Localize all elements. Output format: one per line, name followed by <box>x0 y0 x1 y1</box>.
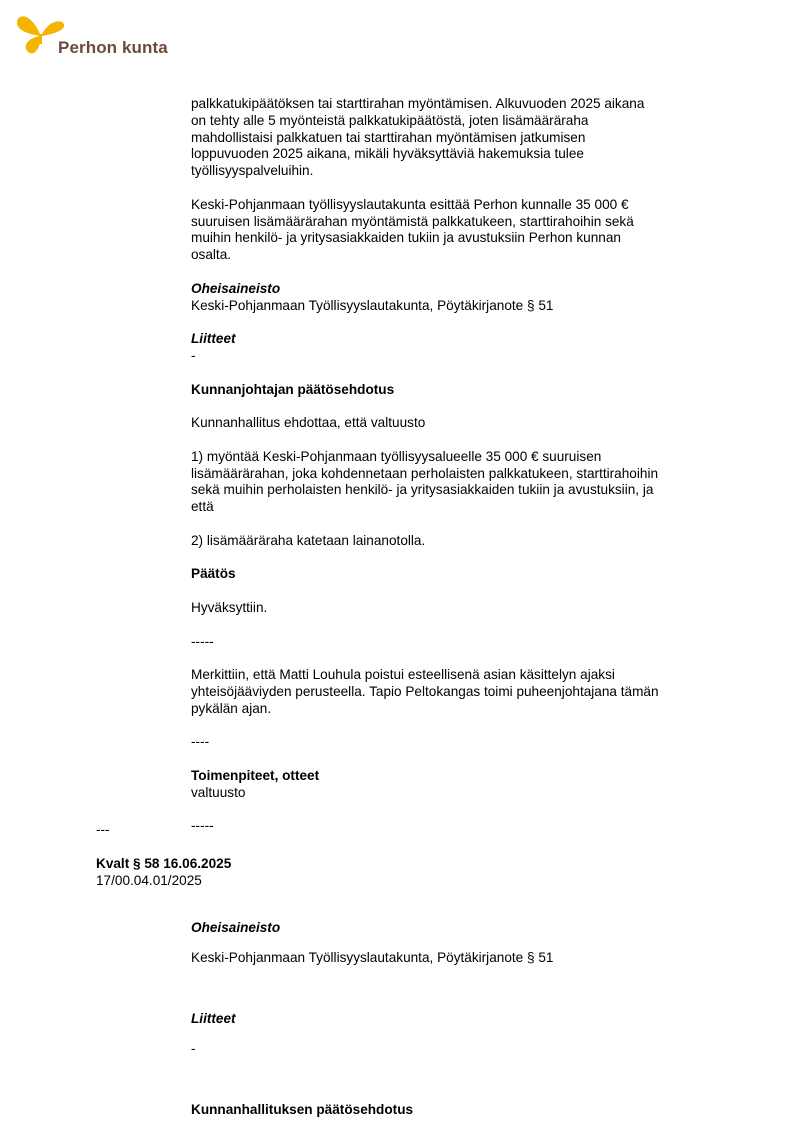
liitteet-text: - <box>191 1041 196 1057</box>
separator: ----- <box>191 818 214 834</box>
document-body <box>191 96 703 835</box>
logo <box>16 10 196 60</box>
section-heading-oheisaineisto: Oheisaineisto <box>191 280 281 296</box>
paragraph-line: osalta. <box>191 247 232 263</box>
kvalt-reference: 17/00.04.01/2025 <box>96 873 202 888</box>
separator: ----- <box>191 633 214 649</box>
paragraph-line: suuruisen lisämäärärahan myöntämistä palkkatukeen, starttirahoihin sekä <box>191 213 634 229</box>
ehdotus-intro: Kunnanhallitus ehdottaa, että valtuusto <box>191 415 426 431</box>
list-item-line: lisämäärärahan, joka kohdennetaan perholaisten palkkatukeen, starttirahoihin <box>191 465 659 481</box>
paragraph-line: yhteisöjääviyden perusteella. Tapio Peltokangas toimi puheenjohtajana tämän <box>191 683 659 699</box>
paragraph-line: palkkatukipäätöksen tai starttirahan myöntämisen. Alkuvuoden 2025 aikana <box>191 96 645 111</box>
kvalt-heading: Kvalt § 58 16.06.2025 <box>96 856 232 871</box>
oheisaineisto-text: Keski-Pohjanmaan Työllisyyslautakunta, Pöytäkirjanote § 51 <box>191 297 554 313</box>
paatos-text: Hyväksyttiin. <box>191 599 268 615</box>
list-item-line: 2) lisämääräraha katetaan lainanotolla. <box>191 532 426 548</box>
paragraph-line: Merkittiin, että Matti Louhula poistui esteellisenä asian käsittelyn ajaksi <box>191 667 615 683</box>
paragraph-line: muihin henkilö- ja yritysasiakkaiden tukiin ja avustuksiin Perhon kunnan <box>191 230 621 246</box>
paragraph-line: on tehty alle 5 myönteistä palkkatukipäätöstä, joten lisämääräraha <box>191 112 589 128</box>
kvalt-section <box>191 906 703 1132</box>
liitteet-text: - <box>191 347 196 363</box>
oheisaineisto-text: Keski-Pohjanmaan Työllisyyslautakunta, Pöytäkirjanote § 51 <box>191 949 554 965</box>
list-item-line: että <box>191 499 214 515</box>
left-separator: --- <box>96 822 110 837</box>
paragraph-line: loppuvuoden 2025 aikana, mikäli hyväksyttäviä hakemuksia tulee <box>191 146 584 162</box>
paragraph-line: pykälän ajan. <box>191 700 272 716</box>
toimenpiteet-text: valtuusto <box>191 784 246 800</box>
section-heading-ehdotus: Kunnanhallituksen päätösehdotus <box>191 1101 414 1117</box>
logo-text: Perhon kunta <box>58 38 168 57</box>
separator: ---- <box>191 734 210 750</box>
section-heading-toimenpiteet: Toimenpiteet, otteet <box>191 767 320 783</box>
paragraph-line: Keski-Pohjanmaan työllisyyslautakunta esittää Perhon kunnalle 35 000 € <box>191 196 629 212</box>
section-heading-liitteet: Liitteet <box>191 331 236 347</box>
paragraph-line: mahdollistaisi palkkatuen tai starttirahan myöntämisen jatkumisen <box>191 129 586 145</box>
list-item-line: 1) myöntää Keski-Pohjanmaan työllisyysalueelle 35 000 € suuruisen <box>191 448 602 464</box>
paragraph-line: työllisyyspalveluihin. <box>191 163 314 179</box>
section-heading-ehdotus: Kunnanjohtajan päätösehdotus <box>191 381 395 397</box>
section-heading-liitteet: Liitteet <box>191 1010 236 1026</box>
section-heading-oheisaineisto: Oheisaineisto <box>191 919 281 935</box>
list-item-line: sekä muihin perholaisten henkilö- ja yritysasiakkaiden tukiin ja avustuksiin, ja <box>191 482 654 498</box>
section-heading-paatos: Päätös <box>191 566 236 582</box>
